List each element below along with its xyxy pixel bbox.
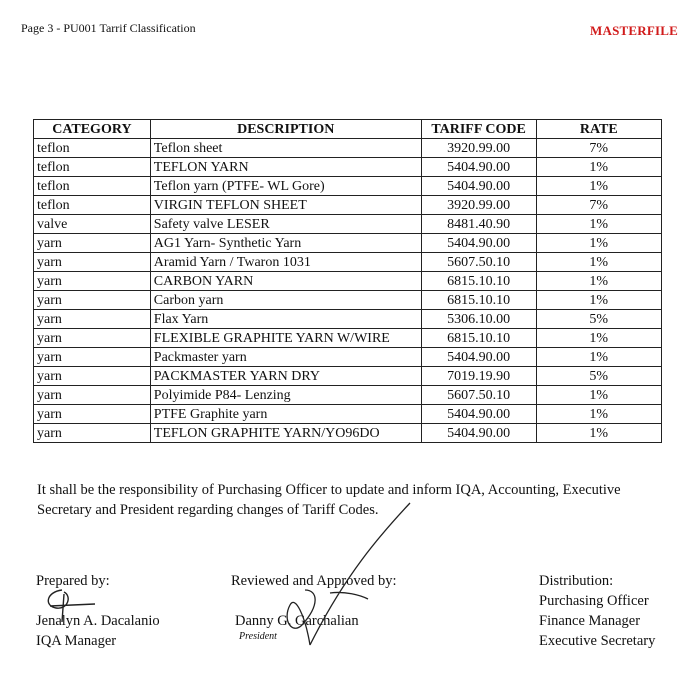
cell-rate: 1% [536,253,661,272]
cell-description: PACKMASTER YARN DRY [150,367,421,386]
table-row [34,139,662,158]
table-row [34,348,662,367]
cell-description: Aramid Yarn / Twaron 1031 [150,253,421,272]
table-row [34,253,662,272]
cell-category: yarn [34,329,151,348]
cell-rate: 5% [536,310,661,329]
cell-code: 6815.10.10 [421,291,536,310]
preparer-name: Jenalyn A. Dacalanio [36,613,160,629]
cell-description: PTFE Graphite yarn [150,405,421,424]
cell-description: Packmaster yarn [150,348,421,367]
table-row [34,291,662,310]
cell-code: 7019.19.90 [421,367,536,386]
cell-category: yarn [34,424,151,443]
cell-description: Safety valve LESER [150,215,421,234]
cell-rate: 1% [536,177,661,196]
masterfile-stamp: MASTERFILE [590,23,678,38]
cell-description: FLEXIBLE GRAPHITE YARN W/WIRE [150,329,421,348]
reviewed-by-label: Reviewed and Approved by: [231,573,397,589]
table-row [34,215,662,234]
cell-code: 5306.10.00 [421,310,536,329]
cell-code: 3920.99.00 [421,139,536,158]
cell-category: valve [34,215,151,234]
cell-code: 6815.10.10 [421,329,536,348]
table-row [34,234,662,253]
column-header-description: DESCRIPTION [150,120,421,139]
cell-rate: 1% [536,234,661,253]
cell-category: yarn [34,367,151,386]
table-row [34,158,662,177]
cell-code: 5404.90.00 [421,405,536,424]
preparer-title: IQA Manager [36,633,117,649]
column-header-tariff-code: TARIFF CODE [421,120,536,139]
cell-code: 5404.90.00 [421,424,536,443]
cell-description: Carbon yarn [150,291,421,310]
table-row [34,367,662,386]
cell-rate: 1% [536,291,661,310]
reviewer-title: President [239,631,277,642]
cell-code: 5404.90.00 [421,234,536,253]
cell-category: yarn [34,405,151,424]
cell-code: 8481.40.90 [421,215,536,234]
distribution-label: Distribution: [539,573,614,589]
prepared-by-block [36,571,160,651]
cell-rate: 1% [536,158,661,177]
cell-rate: 1% [536,329,661,348]
cell-code: 5404.90.00 [421,348,536,367]
cell-code: 5607.50.10 [421,386,536,405]
cell-rate: 1% [536,348,661,367]
cell-code: 5404.90.00 [421,158,536,177]
table-row [34,310,662,329]
cell-description: Polyimide P84- Lenzing [150,386,421,405]
cell-rate: 5% [536,367,661,386]
distribution-recipient: Executive Secretary [539,633,656,649]
cell-rate: 7% [536,139,661,158]
distribution-recipient: Finance Manager [539,613,641,629]
cell-category: yarn [34,291,151,310]
table-row [34,329,662,348]
cell-description: AG1 Yarn- Synthetic Yarn [150,234,421,253]
reviewer-name: Danny G. Garchalian [235,613,359,629]
column-header-rate: RATE [536,120,661,139]
cell-description: Teflon yarn (PTFE- WL Gore) [150,177,421,196]
cell-category: yarn [34,386,151,405]
table-row [34,177,662,196]
table-body [34,139,662,443]
cell-category: yarn [34,310,151,329]
cell-category: teflon [34,177,151,196]
table-row [34,424,662,443]
cell-description: VIRGIN TEFLON SHEET [150,196,421,215]
cell-category: yarn [34,253,151,272]
cell-category: teflon [34,196,151,215]
reviewed-by-block [231,571,397,643]
table-row [34,386,662,405]
cell-category: yarn [34,348,151,367]
cell-category: yarn [34,272,151,291]
cell-category: teflon [34,158,151,177]
cell-code: 5404.90.00 [421,177,536,196]
prepared-by-label: Prepared by: [36,573,110,589]
table-row [34,196,662,215]
cell-rate: 1% [536,386,661,405]
cell-rate: 1% [536,272,661,291]
cell-description: CARBON YARN [150,272,421,291]
tariff-table [33,119,662,443]
column-header-category: CATEGORY [34,120,151,139]
cell-description: TEFLON GRAPHITE YARN/YO96DO [150,424,421,443]
cell-category: teflon [34,139,151,158]
cell-category: yarn [34,234,151,253]
cell-rate: 7% [536,196,661,215]
page-label: Page 3 - PU001 Tarrif Classification [21,21,196,35]
cell-rate: 1% [536,215,661,234]
table-row [34,405,662,424]
cell-code: 6815.10.10 [421,272,536,291]
table-row [34,272,662,291]
responsibility-note: It shall be the responsibility of Purchasing Officer to update and inform IQA, Accounting, Executive Secretary and President regarding changes of Tariff Codes. [37,482,621,518]
table-header-row [34,120,662,139]
cell-description: TEFLON YARN [150,158,421,177]
cell-description: Teflon sheet [150,139,421,158]
distribution-recipient: Purchasing Officer [539,593,649,609]
distribution-block [539,571,655,651]
cell-code: 3920.99.00 [421,196,536,215]
cell-rate: 1% [536,424,661,443]
cell-code: 5607.50.10 [421,253,536,272]
cell-description: Flax Yarn [150,310,421,329]
cell-rate: 1% [536,405,661,424]
